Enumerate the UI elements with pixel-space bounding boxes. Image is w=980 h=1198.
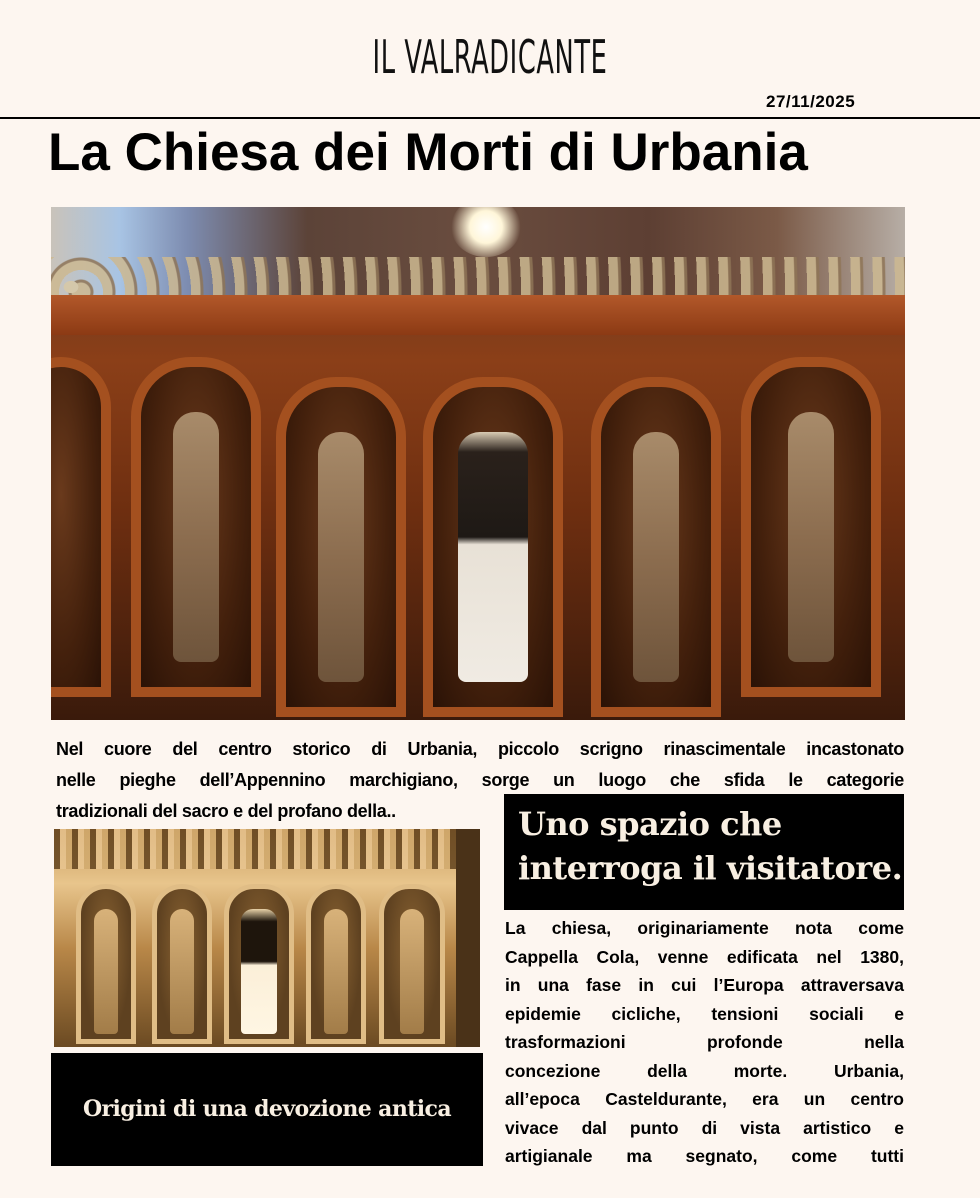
mummy-figure (173, 412, 219, 662)
body-line: all’epoca Casteldurante, era un centro (505, 1089, 904, 1109)
body-line: in una fase in cui l’Europa attraversava (505, 975, 904, 995)
photo-cornice (51, 295, 905, 335)
body-line: epidemie cicliche, tensioni sociali e (505, 1003, 904, 1024)
body-line: artigianale ma segnato, come tutti (505, 1146, 904, 1166)
photo-niche (276, 377, 406, 717)
photo-wall (456, 829, 480, 1047)
subhead-box (504, 794, 904, 910)
monk-figure (458, 432, 528, 682)
body-line: La chiesa, originariamente nota come (505, 918, 904, 938)
issue-date: 27/11/2025 (766, 92, 856, 111)
monk-figure (241, 909, 277, 1034)
intro-line: Nel cuore del centro storico di Urbania, piccolo scrigno rinascimentale incastonato (56, 739, 904, 759)
photo-niche (379, 884, 445, 1044)
photo-niche (741, 357, 881, 697)
photo-niche (591, 377, 721, 717)
photo-niche (51, 357, 111, 697)
photo-niche (224, 884, 294, 1044)
mummy-figure (94, 909, 118, 1034)
article-headline: La Chiesa dei Morti di Urbania (48, 123, 808, 182)
header-divider (0, 117, 980, 119)
body-line: trasformazioni profonde nella (505, 1032, 904, 1052)
body-line: Cappella Cola, venne edificata nel 1380, (505, 946, 904, 967)
mummy-figure (318, 432, 364, 682)
photo-niche (131, 357, 261, 697)
body-line: concezione della morte. Urbania, (505, 1060, 904, 1081)
body-line: vivace dal punto di vista artistico e (505, 1117, 904, 1138)
sepia-photo (54, 829, 480, 1047)
section-title-box: Origini di una devozione antica (51, 1053, 483, 1166)
body-column (505, 914, 904, 1171)
photo-niche (76, 884, 136, 1044)
mummy-figure (170, 909, 194, 1034)
mummy-figure (633, 432, 679, 682)
masthead-title: IL VALRADICANTE (372, 30, 608, 84)
photo-niche (306, 884, 366, 1044)
photo-niche (423, 377, 563, 717)
intro-line: tradizionali del sacro e del profano della.. (56, 801, 396, 821)
intro-line: nelle pieghe dell’Appennino marchigiano, sorge un luogo che sfida le categorie (56, 770, 904, 790)
mummy-figure (324, 909, 348, 1034)
main-photo (51, 207, 905, 720)
mummy-figure (788, 412, 834, 662)
subhead-line: interroga il visitatore. (518, 849, 903, 887)
mummy-figure (400, 909, 424, 1034)
subhead-line: Uno spazio che (518, 805, 782, 843)
photo-skulls-row (54, 829, 480, 869)
photo-niche (152, 884, 212, 1044)
